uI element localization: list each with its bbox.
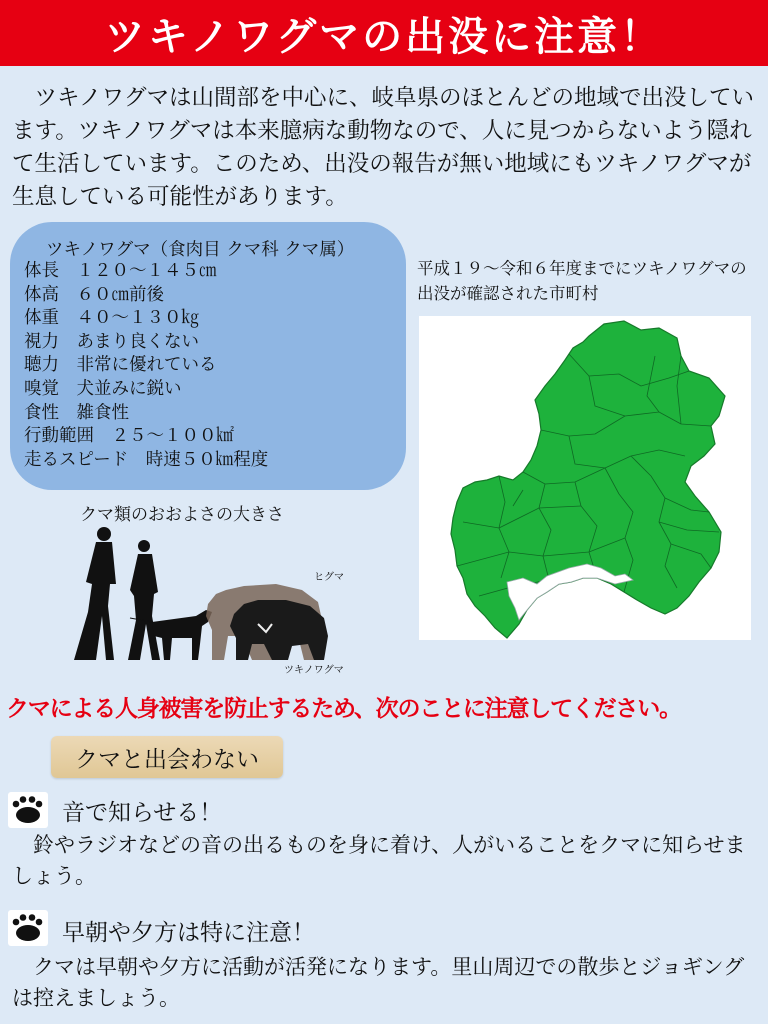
section-tag-label: クマと出会わない bbox=[75, 746, 259, 773]
page-title: ツキノワグマの出没に注意！ bbox=[104, 13, 664, 60]
gifu-prefecture-shape bbox=[451, 321, 725, 638]
profile-row-smell: 嗅覚 犬並みに鋭い bbox=[24, 378, 182, 399]
intro-paragraph: ツキノワグマは山間部を中心に、岐阜県のほとんどの地域で出没しています。ツキノワグマは本来臆病な動物なので、人に見つからないよう隠れて生活しています。このため、出没の報告が無い地域にもツキノワグマが生息している可能性があります。 bbox=[12, 85, 755, 210]
map-caption: 平成１９～令和６年度までにツキノワグマの出没が確認された市町村 bbox=[417, 259, 747, 303]
injury-prevention-warning: クマによる人身被害を防止するため、次のことに注意してください。 bbox=[6, 696, 681, 722]
profile-row-height: 体高 ６０㎝前後 bbox=[24, 284, 164, 305]
profile-row-vision: 視力 あまり良くない bbox=[24, 331, 199, 352]
human-silhouettes-icon bbox=[74, 527, 160, 660]
higuma-label: ヒグマ bbox=[314, 572, 344, 583]
profile-row-hearing: 聴力 非常に優れている bbox=[24, 355, 217, 376]
paw-icon bbox=[8, 792, 48, 828]
profile-row-diet: 食性 雑食性 bbox=[24, 402, 129, 423]
section-tag bbox=[51, 736, 283, 778]
profile-row-range: 行動範囲 ２５～１００㎢ bbox=[24, 426, 234, 447]
tsukinowaguma-label: ツキノワグマ bbox=[284, 665, 344, 676]
bear-profile-header: ツキノワグマ（食肉目 クマ科 クマ属） bbox=[46, 240, 355, 260]
bear-profile-list bbox=[24, 260, 268, 472]
profile-row-length: 体長 １２０～１４５㎝ bbox=[24, 261, 217, 281]
size-comparison-caption: クマ類のおおよさの大きさ bbox=[80, 505, 284, 525]
tip-title-early-morning: 早朝や夕方は特に注意！ bbox=[62, 920, 315, 946]
paw-icon bbox=[8, 910, 48, 946]
tip-body-early-morning: クマは早朝や夕方に活動が活発になります。里山周辺での散歩とジョギングは控えましょう。 bbox=[12, 955, 745, 1010]
tip-title-sound: 音で知らせる！ bbox=[62, 800, 223, 826]
size-comparison-illustration bbox=[66, 520, 366, 680]
profile-row-weight: 体重 ４０～１３０㎏ bbox=[24, 308, 199, 329]
gifu-map bbox=[419, 316, 751, 640]
tsukinowaguma-silhouette-icon bbox=[230, 600, 328, 660]
gifu-map-graphic bbox=[419, 316, 751, 640]
tip-body-sound: 鈴やラジオなどの音の出るものを身に着け、人がいることをクマに知らせましょう。 bbox=[12, 833, 746, 888]
profile-row-speed: 走るスピード 時速５０㎞程度 bbox=[24, 449, 269, 470]
title-banner bbox=[0, 0, 768, 66]
